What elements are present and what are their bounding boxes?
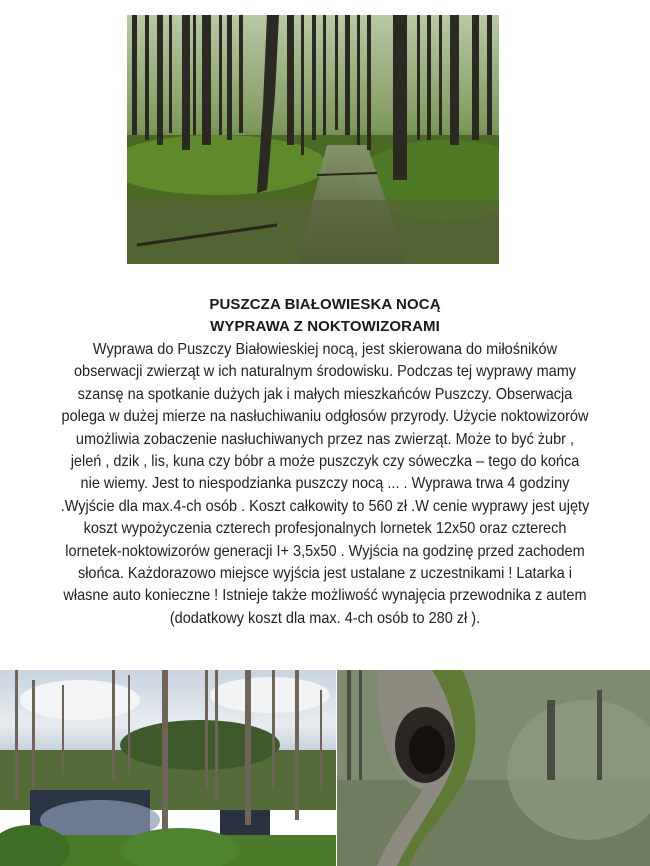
body-line: szansę na spotkanie dużych jak i małych mieszkańców Puszczy. Obserwacja (77, 385, 573, 403)
body-line: .Wyjście dla max.4-ch osób . Koszt całkowity to 560 zł .W cenie wyprawy jest ujęty (60, 497, 590, 515)
body-line: koszt wypożyczenia czterech profesjonalnych lornetek 12x50 oraz czterech (83, 520, 567, 538)
body-line: umożliwia zobaczenie nasłuchiwanych przez nas zwierząt. Może to być żubr , (75, 430, 575, 448)
title-line-1: PUSZCZA BIAŁOWIESKA NOCĄ (209, 296, 441, 313)
body-line: obserwacji zwierząt w ich naturalnym środowisku. Podczas tej wyprawy mamy (73, 363, 577, 381)
marsh-photo (0, 670, 336, 866)
body-line: lornetek-noktowizorów generacji I+ 3,5x50 . Wyjścia na godzinę przed zachodem (65, 542, 585, 560)
body-line: polega w dużej mierze na nasłuchiwaniu odgłosów przyrody. Użycie noktowizorów (61, 408, 589, 426)
body-line: słońca. Każdorazowo miejsce wyjścia jest ustalane z uczestnikami ! Latarka i (77, 565, 573, 583)
body-line: nie wiemy. Jest to niespodzianka puszczy nocą ... . Wyprawa trwa 4 godziny (80, 475, 570, 493)
article-title (0, 294, 650, 338)
body-line: jeleń , dzik , lis, kuna czy bóbr a może puszczyk czy sóweczka – tego do końca (70, 453, 580, 471)
article-body (0, 339, 650, 630)
title-line-2: WYPRAWA Z NOKTOWIZORAMI (210, 318, 440, 335)
body-line: własne auto konieczne ! Istnieje także możliwość wynajęcia przewodnika z autem (63, 587, 587, 605)
forest-swamp-photo (127, 15, 499, 264)
body-line: (dodatkowy koszt dla max. 4-ch osób to 280 zł ). (169, 609, 481, 627)
body-line: Wyprawa do Puszczy Białowieskiej nocą, jest skierowana do miłośników (92, 341, 558, 358)
tree-hollow-photo (337, 670, 650, 866)
